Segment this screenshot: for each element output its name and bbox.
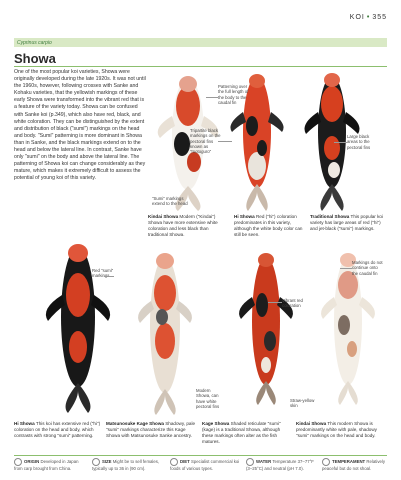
caption-kage-showa — [202, 421, 292, 445]
leader-line — [334, 142, 347, 143]
leader-line — [104, 276, 114, 277]
fact-label: SIZE — [102, 459, 112, 465]
caption-text: This modern Showa is predominantly white with pale, shadowy "sumi" markings on the head and body. — [296, 421, 377, 438]
callout-markings-caudal: Markings do not continue onto the caudal fin — [352, 260, 383, 276]
caption-text: Shadowy, pale "sumi" markings characterize this Kage Showa with Matsunosuke Sanke ancestry. — [106, 421, 196, 438]
caption-title: Hi Showa — [234, 214, 255, 219]
page-title: Showa — [14, 51, 56, 66]
intro-text: One of the most popular koi varieties, Showa were originally developed during the late 1920s. It was not until the 1960s, however, following crosses with Sanke and Kohaku varieties, that the yellowish markings of these early Showa were transformed into the vibrant red that is a feature of the variety today. Showa can be confused with Sanke koi (p.349), which also have red, black, and white coloration. They can be distinguished by the extent and distribution of black ("sumi") markings on the head and body. "Sumi" patterning is more dominant in Showa than in Sanke, and the black markings extend on to the head and below the lateral line. In contrast, Sanke have only "sumi" on the body and above the lateral line. The patterning of Showa koi can change considerably as they mature, which makes it extremely difficult to assess the potential of young koi of this variety. — [14, 69, 146, 182]
caption-title: Hi Showa — [14, 421, 35, 426]
koi-kage-showa — [232, 245, 300, 405]
caption-hi-showa-bottom — [14, 421, 102, 439]
leader-line — [218, 141, 232, 142]
fact-text: Developed in Japan from carp brought from China. — [14, 459, 79, 471]
leader-line — [206, 97, 218, 98]
fact-label: TEMPERAMENT — [332, 459, 366, 465]
running-head — [350, 14, 387, 21]
temperament-icon — [322, 458, 330, 466]
koi-hi-showa-bottom — [38, 235, 118, 413]
fact-text: Temperature 37–77°F (3–25°C) and neutral (pH 7.0). — [246, 459, 314, 471]
caption-title: Matsunosuke Kage Showa — [106, 421, 164, 426]
caption-text: This popular koi variety has large areas of red ("hi") and jet-black ("sumi") markings. — [310, 214, 383, 231]
caption-title: Traditional Showa — [310, 214, 350, 219]
fact-label: DIET — [180, 459, 190, 465]
facts-rule — [14, 455, 387, 456]
caption-text: Red ("hi") coloration predominates in this variety, although the white body color can still be seen. — [234, 214, 303, 237]
caption-kindai-showa — [148, 214, 228, 238]
leader-line — [340, 268, 352, 269]
caption-text: Modern ("Kindai") Showa have more extensive white coloration and less black than traditional Showa. — [148, 214, 218, 237]
fact-label: WATER — [256, 459, 272, 465]
callout-sumi-head: "Sumi" markings extend to the head — [152, 196, 188, 207]
caption-text: Shaded reticulate "sumi" (kage) is a traditional Showa, although these markings often alter as the fish matures. — [202, 421, 281, 444]
bullet-icon: • — [366, 14, 371, 21]
fact-origin — [14, 458, 86, 472]
fact-size — [92, 458, 164, 472]
caption-title: Kindai Showa — [148, 214, 179, 219]
caption-hi-showa-top — [234, 214, 306, 238]
water-icon — [246, 458, 254, 466]
diet-icon — [170, 458, 178, 466]
fact-text: Might be to sell females, typically up to 36 in (90 cm). — [92, 459, 160, 471]
caption-traditional-showa — [310, 214, 386, 232]
callout-patterning-tail: Patterning over the full length of the body to the caudal fin — [218, 84, 249, 105]
fact-label: ORIGIN — [24, 459, 40, 465]
callout-red-sumi: Red "sumi" markings — [92, 268, 114, 279]
leader-line — [268, 302, 282, 303]
caption-title: Kindai Showa — [296, 421, 327, 426]
koi-matsunosuke-kage-showa — [130, 245, 200, 415]
caption-kindai-showa-bottom — [296, 421, 387, 439]
fact-diet — [170, 458, 240, 472]
callout-tripartite: Tripartite black markings on the pectoral fins known as "motoguro" — [190, 128, 221, 155]
callout-modern-showa: Modern Showa, can have white pectoral fins — [196, 388, 220, 409]
callout-straw-yellow: Straw-yellow skin — [290, 398, 315, 409]
size-icon — [92, 458, 100, 466]
species-bar — [14, 38, 387, 47]
fact-water — [246, 458, 316, 472]
species-label: Cyprinus carpio — [17, 39, 52, 46]
running-head-section: KOI — [349, 14, 365, 21]
page-number: 355 — [372, 14, 387, 21]
origin-icon — [14, 458, 22, 466]
caption-text: This koi has extensive red ("hi") coloration on the head and body, which contrasts with strong "sumi" patterning. — [14, 421, 101, 438]
caption-matsunosuke-kage-showa — [106, 421, 198, 439]
callout-large-black-pectoral: Large black areas to the pectoral fins — [347, 134, 371, 150]
fact-text: Relatively peaceful but do not shoal. — [322, 459, 386, 471]
callout-vibrant-red: Vibrant red coloration — [282, 298, 303, 309]
fact-temperament — [322, 458, 387, 472]
caption-title: Kage Showa — [202, 421, 230, 426]
fact-text: Specialist commercial koi foods of various types. — [170, 459, 240, 471]
